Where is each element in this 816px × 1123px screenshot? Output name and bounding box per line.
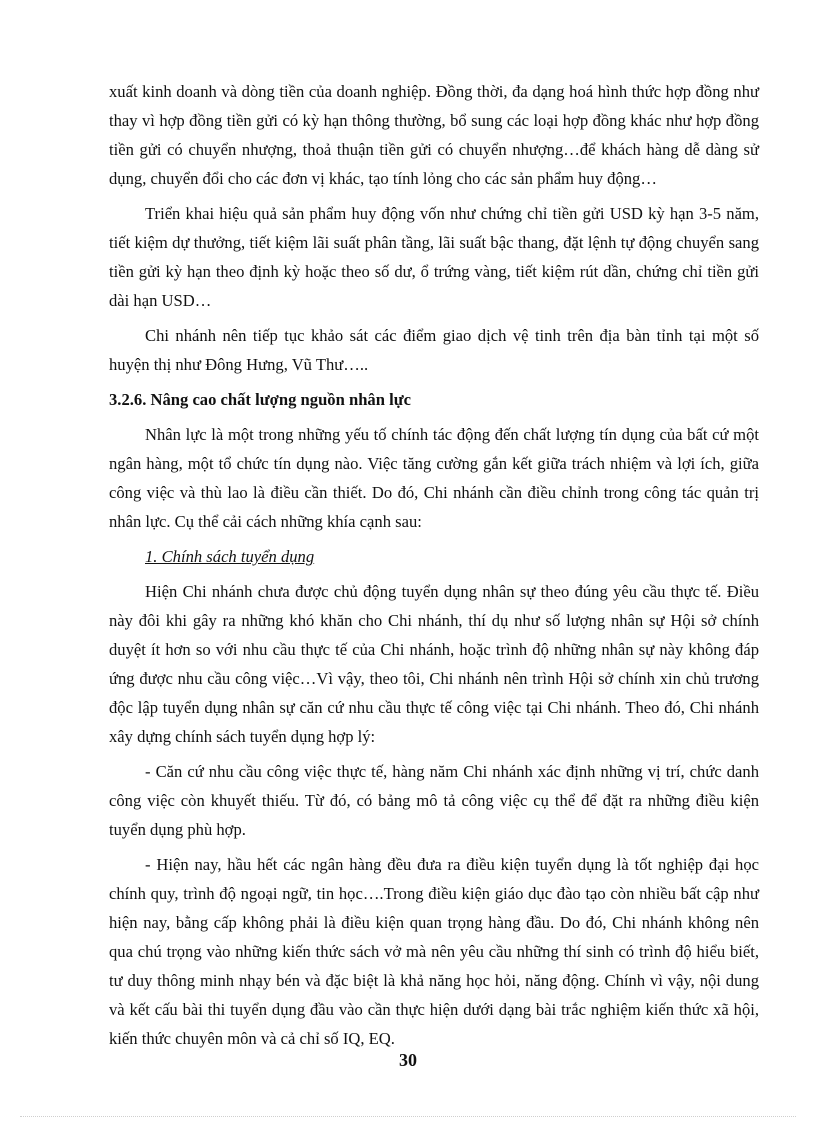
bullet-job-needs: - Căn cứ nhu cầu công việc thực tế, hàng năm Chi nhánh xác định những vị trí, chức danh công việc còn khuyết thiếu. Từ đó, có bảng mô tả công việc cụ thể để đặt ra những điều kiện tuyển dụng phù hợp. [109, 762, 759, 839]
paragraph-recruitment: Hiện Chi nhánh chưa được chủ động tuyển dụng nhân sự theo đúng yêu cầu thực tế. Điều này đôi khi gây ra những khó khăn cho Chi nhánh, thí dụ như số lượng nhân sự Hội sở chính duyệt ít hơn so với nhu cầu thực tế của Chi nhánh, hoặc trình độ những nhân sự này không đáp ứng được nhu cầu công việc…Vì vậy, theo tôi, Chi nhánh nên trình Hội sở chính xin chủ trương độc lập tuyển dụng nhân sự căn cứ nhu cầu thực tế công việc tại Chi nhánh. Theo đó, Chi nhánh xây dựng chính sách tuyển dụng hợp lý: [109, 582, 759, 746]
page-number: 30 [399, 1050, 417, 1070]
paragraph-human-resources: Nhân lực là một trong những yếu tố chính tác động đến chất lượng tín dụng của bất cứ một ngân hàng, một tổ chức tín dụng nào. Việc tăng cường gắn kết giữa trách nhiệm và lợi ích, giữa công việc và thù lao là điều cần thiết. Do đó, Chi nhánh cần điều chỉnh trong công tác quản trị nhân lực. Cụ thể cải cách những khía cạnh sau: [109, 425, 759, 531]
subsection-heading: 1. Chính sách tuyển dụng [145, 547, 315, 566]
paragraph-products: Triển khai hiệu quả sản phẩm huy động vốn như chứng chỉ tiền gửi USD kỳ hạn 3-5 năm, tiết kiệm dự thưởng, tiết kiệm lãi suất phân tầng, lãi suất bậc thang, đặt lệnh tự động chuyển sang tiền gửi kỳ hạn theo định kỳ hoặc theo số dư, ổ trứng vàng, tiết kiệm rút dần, chứng chỉ tiền gửi dài hạn USD… [109, 204, 759, 310]
paragraph-continuation: xuất kinh doanh và dòng tiền của doanh nghiệp. Đồng thời, đa dạng hoá hình thức hợp đồng như thay vì hợp đồng tiền gửi có kỳ hạn thông thường, bổ sung các loại hợp đồng khác như hợp đồng tiền gửi có chuyển nhượng, thoả thuận tiền gửi có chuyển nhượng…để khách hàng dễ dàng sử dụng, chuyển đổi cho các đơn vị khác, tạo tính lỏng cho các sản phẩm huy động… [109, 82, 759, 188]
section-heading: 3.2.6. Nâng cao chất lượng nguồn nhân lực [109, 390, 412, 409]
bullet-recruitment-conditions: - Hiện nay, hầu hết các ngân hàng đều đưa ra điều kiện tuyển dụng là tốt nghiệp đại học chính quy, trình độ ngoại ngữ, tin học….Trong điều kiện giáo dục đào tạo còn nhiều bất cập như hiện nay, bằng cấp không phải là điều kiện quan trọng hàng đầu. Do đó, Chi nhánh không nên qua chú trọng vào những kiến thức sách vở mà nên yêu cầu những thí sinh có trình độ hiểu biết, tư duy thông minh nhạy bén và đặc biệt là khả năng học hỏi, năng động. Chính vì vậy, nội dung và kết cấu bài thi tuyển dụng đầu vào cần thực hiện dưới dạng bài trắc nghiệm kiến thức xã hội, kiến thức chuyên môn và cả chỉ số IQ, EQ. [109, 855, 759, 1048]
body-text [109, 77, 759, 1059]
footer-divider [20, 1116, 796, 1117]
paragraph-branch-survey: Chi nhánh nên tiếp tục khảo sát các điểm giao dịch vệ tinh trên địa bàn tỉnh tại một số huyện thị như Đông Hưng, Vũ Thư….. [109, 326, 759, 374]
